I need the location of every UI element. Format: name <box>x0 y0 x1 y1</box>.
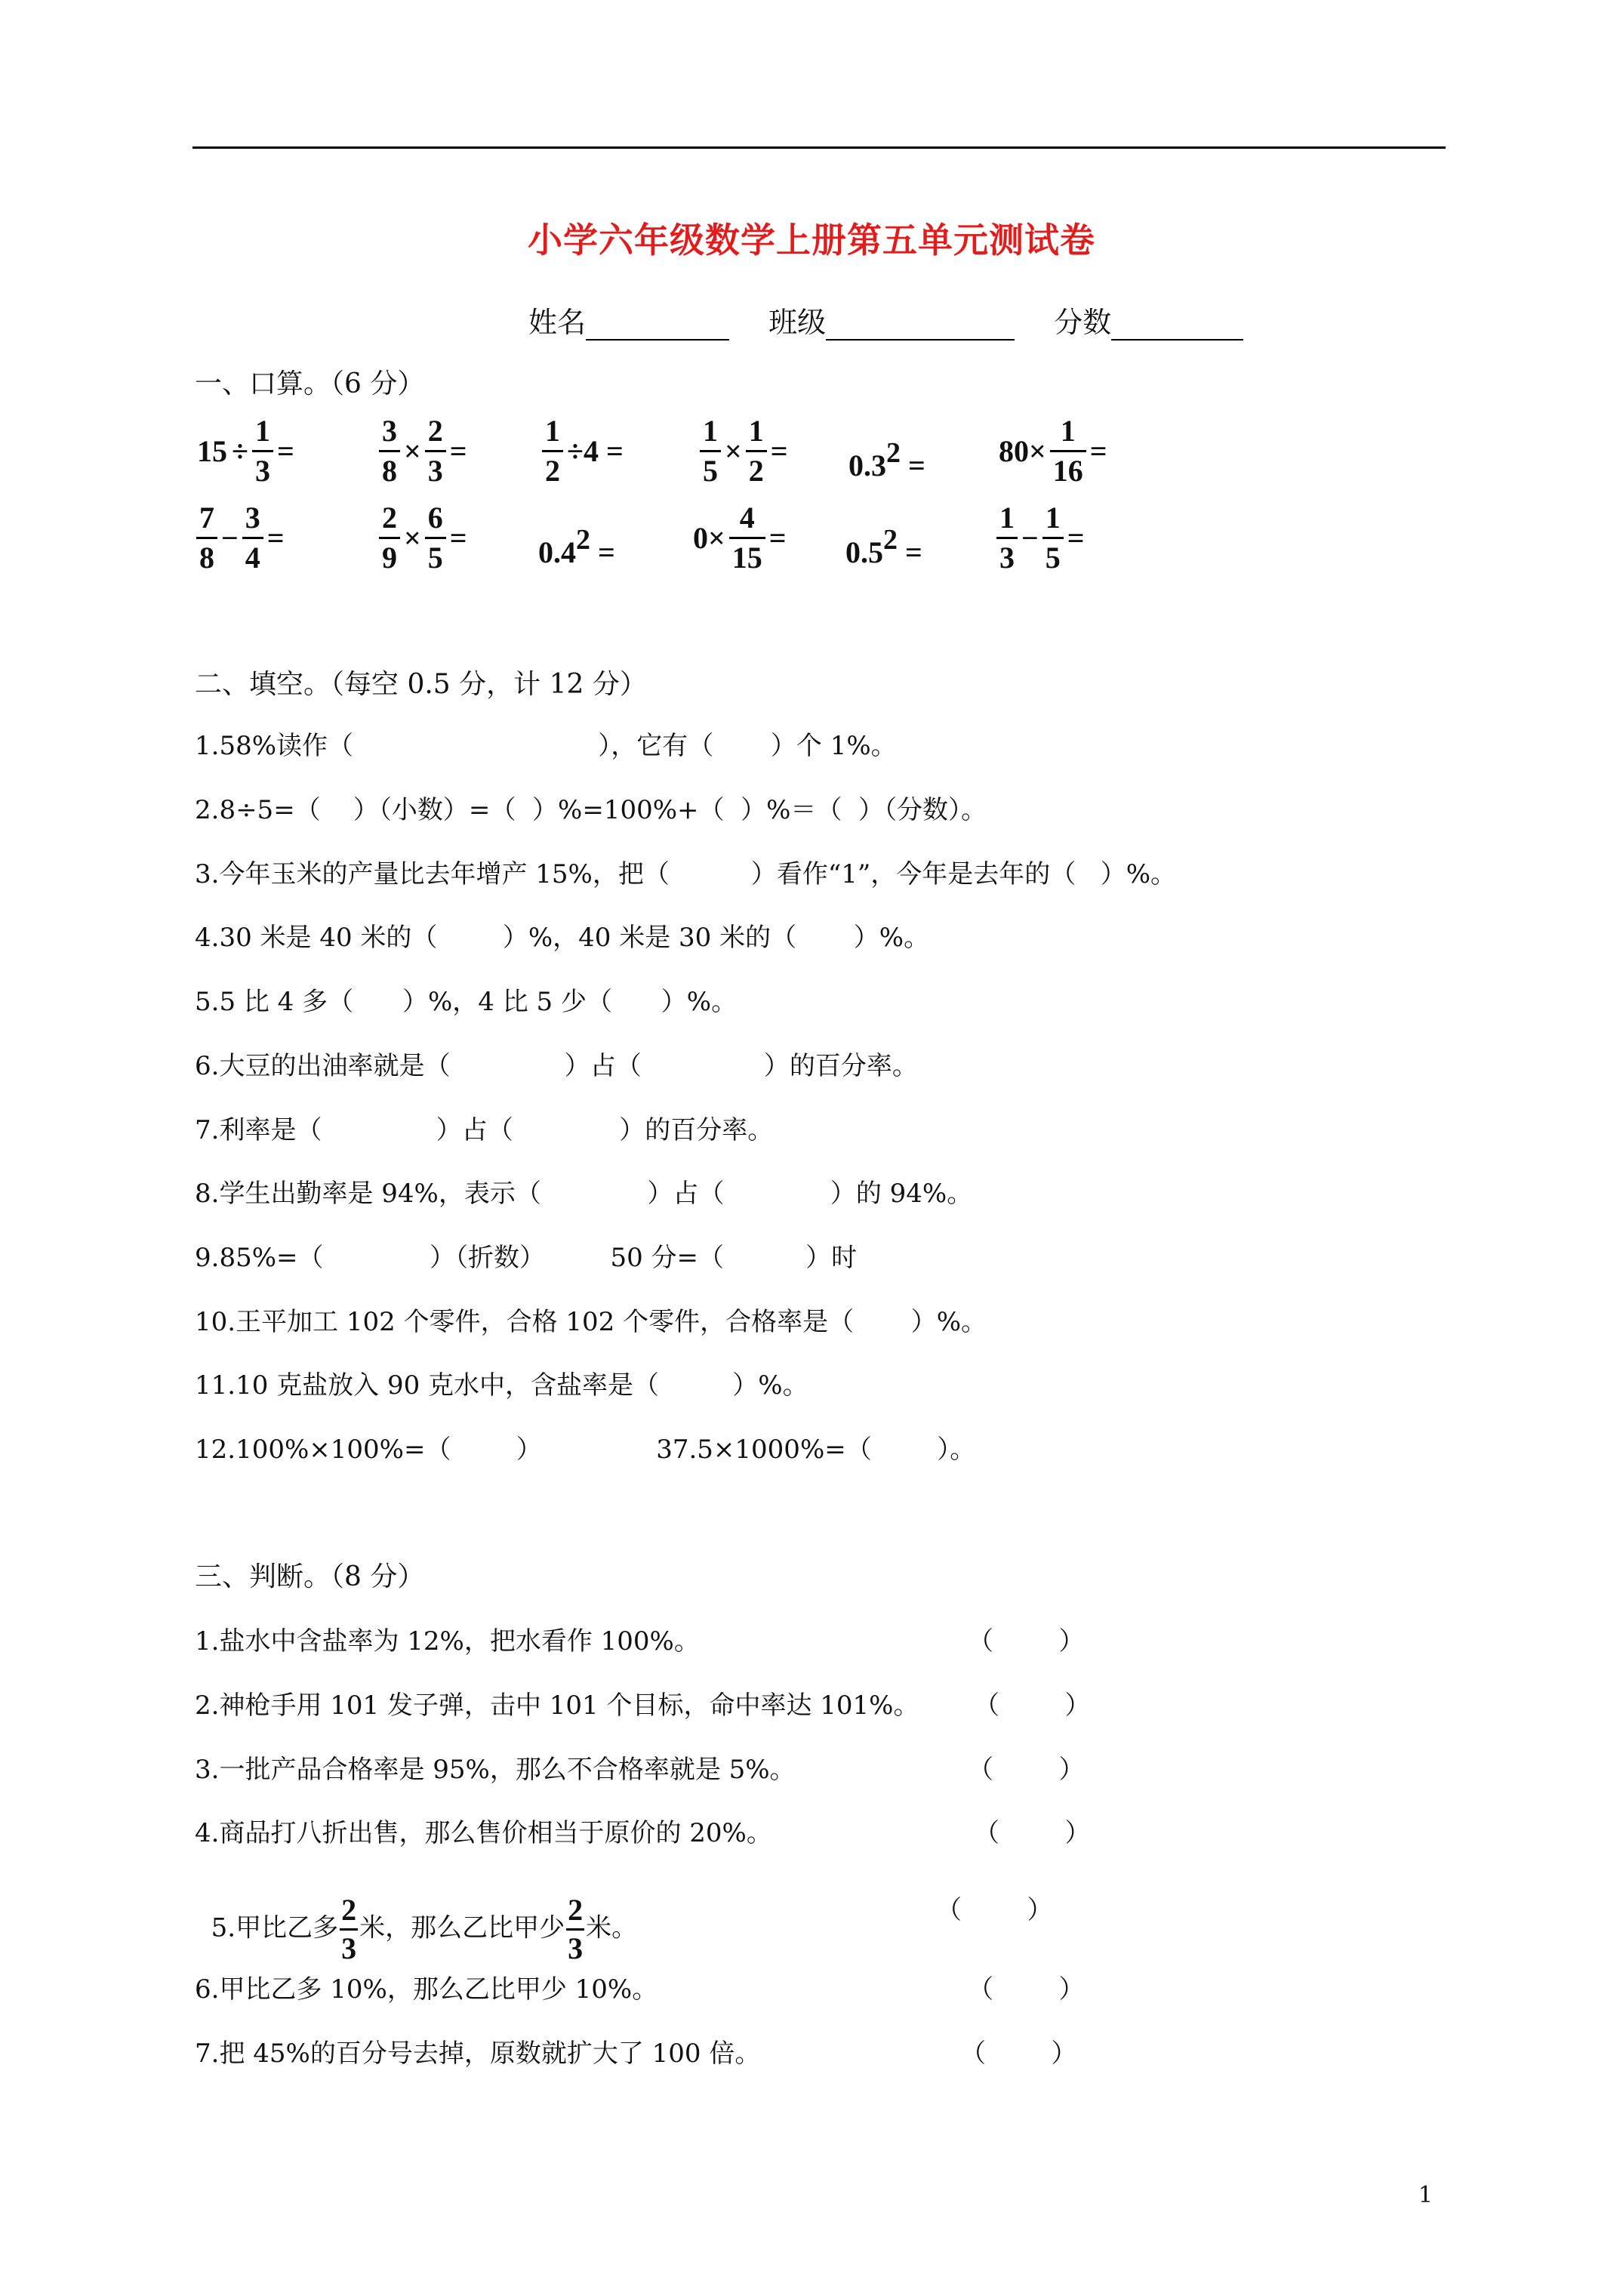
numerator: 6 <box>425 502 446 539</box>
power-exponent: 2 <box>886 437 901 469</box>
calc-r2-b <box>377 502 470 574</box>
calc-r2-c <box>538 523 615 570</box>
judge-text: 米。 <box>586 1912 638 1943</box>
equals: = <box>770 434 788 468</box>
fill-item: 2.8÷5=（ ）（小数）=（ ）%=100%+（ ）%＝（ ）（分数）。 <box>195 795 987 825</box>
denominator: 2 <box>748 454 764 488</box>
fraction <box>196 502 217 574</box>
power-base: 0.4 <box>538 535 576 569</box>
numerator: 4 <box>729 502 765 539</box>
calc-op: − <box>1021 521 1039 555</box>
calc-r2-a <box>195 502 287 574</box>
judge-text: 1.盐水中含盐率为 12%，把水看作 100%。 <box>195 1626 700 1657</box>
numerator: 1 <box>542 415 563 452</box>
denominator: 3 <box>999 541 1015 575</box>
judge-text: 4.商品打八折出售，那么售价相当于原价的 20%。 <box>195 1818 772 1848</box>
calc-r2-e <box>845 523 922 570</box>
calc-r2-f <box>995 502 1087 574</box>
calc-whole: 80× <box>999 434 1046 468</box>
numerator: 2 <box>379 502 400 539</box>
numerator: 2 <box>340 1894 358 1931</box>
calc-r2-d <box>691 502 789 574</box>
fraction <box>340 1894 358 1965</box>
fraction <box>746 415 767 487</box>
judge-text: 6.甲比乙多 10%，那么乙比甲少 10%。 <box>195 1974 658 2005</box>
numerator: 2 <box>425 415 446 452</box>
fill-item: 6.大豆的出油率就是（ ）占（ ）的百分率。 <box>195 1051 918 1081</box>
calc-op: × <box>404 521 421 555</box>
power-base: 0.3 <box>848 448 886 482</box>
calc-r1-d <box>698 415 790 487</box>
page-number: 1 <box>1418 2182 1433 2208</box>
equals: = <box>901 448 925 482</box>
calc-r1-f <box>996 415 1110 487</box>
power-exponent: 2 <box>576 524 590 556</box>
numerator: 3 <box>242 502 263 539</box>
judge-answer-box[interactable]: （ ） <box>936 1895 1053 1925</box>
numerator: 2 <box>566 1894 584 1931</box>
judge-answer-box[interactable]: （ ） <box>968 1626 1085 1657</box>
score-blank[interactable] <box>1111 312 1243 341</box>
header-rule <box>192 146 1446 149</box>
power-base: 0.5 <box>845 535 883 569</box>
fraction <box>1042 502 1064 574</box>
denominator: 8 <box>382 454 397 488</box>
equals: = <box>898 535 922 569</box>
section2-heading: 二、填空。（每空 0.5 分，计 12 分） <box>195 669 647 700</box>
name-blank[interactable] <box>586 312 729 341</box>
calc-op: − <box>221 521 239 555</box>
numerator: 1 <box>1050 415 1086 452</box>
equals: = <box>590 535 615 569</box>
denominator: 3 <box>568 1931 584 1965</box>
fill-item: 10.王平加工 102 个零件，合格 102 个零件，合格率是（ ）%。 <box>195 1307 987 1337</box>
calc-rest: ÷4 = <box>567 434 624 468</box>
fill-item: 12.100%×100%=（ ） 37.5×1000%=（ ）。 <box>195 1435 976 1465</box>
section3-heading: 三、判断。（8 分） <box>195 1561 425 1592</box>
power-exponent: 2 <box>883 524 898 556</box>
equals: = <box>768 521 787 555</box>
judge-item <box>195 2032 760 2069</box>
fraction <box>996 502 1018 574</box>
numerator: 7 <box>196 502 217 539</box>
judge-text: 5.甲比乙多 <box>211 1912 339 1943</box>
equals: = <box>266 521 285 555</box>
calc-r1-b <box>377 415 470 487</box>
judge-item <box>195 1749 796 1786</box>
class-label: 班级 <box>768 306 827 339</box>
student-info <box>528 299 1273 341</box>
judge-text: 3.一批产品合格率是 95%，那么不合格率就是 5%。 <box>195 1755 796 1785</box>
equals: = <box>1089 434 1107 468</box>
fraction <box>729 502 765 574</box>
calc-whole: 15 <box>197 434 227 468</box>
fraction <box>425 502 446 574</box>
fraction <box>242 502 263 574</box>
numerator: 1 <box>746 415 767 452</box>
fill-item: 11.10 克盐放入 90 克水中，含盐率是（ ）%。 <box>195 1370 808 1401</box>
calc-r1-e <box>848 436 925 483</box>
judge-answer-box[interactable]: （ ） <box>960 2039 1077 2069</box>
judge-answer-box[interactable]: （ ） <box>968 1974 1085 2005</box>
fraction <box>252 415 273 487</box>
judge-item <box>195 1968 658 2005</box>
denominator: 9 <box>382 541 397 575</box>
numerator: 1 <box>996 502 1018 539</box>
judge-answer-box[interactable]: （ ） <box>974 1690 1091 1721</box>
judge-item <box>195 1684 919 1721</box>
denominator: 3 <box>427 454 443 488</box>
calc-op: ÷ <box>232 434 248 468</box>
numerator: 1 <box>1042 502 1064 539</box>
numerator: 3 <box>379 415 400 452</box>
fill-item: 8.学生出勤率是 94%，表示（ ）占（ ）的 94%。 <box>195 1179 973 1209</box>
judge-text: 米，那么乙比甲少 <box>359 1912 565 1943</box>
judge-item <box>195 1863 637 1965</box>
score-label: 分数 <box>1054 306 1112 339</box>
fill-item: 5.5 比 4 多（ ）%，4 比 5 少（ ）%。 <box>195 987 738 1017</box>
judge-answer-box[interactable]: （ ） <box>968 1755 1085 1785</box>
fill-item: 4.30 米是 40 米的（ ）%，40 米是 30 米的（ ）%。 <box>195 923 930 953</box>
denominator: 2 <box>545 454 560 488</box>
denominator: 16 <box>1052 454 1083 488</box>
judge-text: 7.把 45%的百分号去掉，原数就扩大了 100 倍。 <box>195 2039 761 2069</box>
calc-op: × <box>725 434 742 468</box>
calc-r1-a <box>195 415 297 487</box>
denominator: 15 <box>731 541 762 575</box>
fill-item: 1.58%读作（ ），它有（ ）个 1%。 <box>195 731 897 761</box>
denominator: 5 <box>427 541 443 575</box>
equals: = <box>449 434 467 468</box>
fraction <box>1050 415 1086 487</box>
calc-op: × <box>404 434 421 468</box>
denominator: 4 <box>245 541 260 575</box>
denominator: 5 <box>703 454 718 488</box>
judge-item <box>195 1620 700 1657</box>
denominator: 5 <box>1045 541 1061 575</box>
fraction <box>379 415 400 487</box>
denominator: 8 <box>199 541 214 575</box>
section1-heading: 一、口算。（6 分） <box>195 368 425 399</box>
fill-item: 3.今年玉米的产量比去年增产 15%，把（ ）看作“1”，今年是去年的（ ）%。 <box>195 859 1177 889</box>
fraction <box>425 415 446 487</box>
name-label: 姓名 <box>528 306 587 339</box>
equals: = <box>1067 521 1085 555</box>
fraction <box>542 415 563 487</box>
judge-item <box>195 1812 772 1849</box>
fill-item: 7.利率是（ ）占（ ）的百分率。 <box>195 1115 774 1145</box>
page-title: 小学六年级数学上册第五单元测试卷 <box>528 220 1095 260</box>
class-blank[interactable] <box>826 312 1015 341</box>
fill-item: 9.85%=（ ）（折数） 50 分=（ ）时 <box>195 1243 858 1273</box>
denominator: 3 <box>254 454 270 488</box>
calc-r1-c <box>540 415 626 487</box>
equals: = <box>276 434 294 468</box>
judge-answer-box[interactable]: （ ） <box>974 1818 1091 1848</box>
calc-whole: 0× <box>693 521 725 555</box>
denominator: 3 <box>341 1931 357 1965</box>
equals: = <box>449 521 467 555</box>
fraction <box>379 502 400 574</box>
judge-text: 2.神枪手用 101 发子弹，击中 101 个目标，命中率达 101%。 <box>195 1690 919 1721</box>
numerator: 1 <box>700 415 721 452</box>
fraction <box>566 1894 584 1965</box>
fraction <box>700 415 721 487</box>
numerator: 1 <box>252 415 273 452</box>
